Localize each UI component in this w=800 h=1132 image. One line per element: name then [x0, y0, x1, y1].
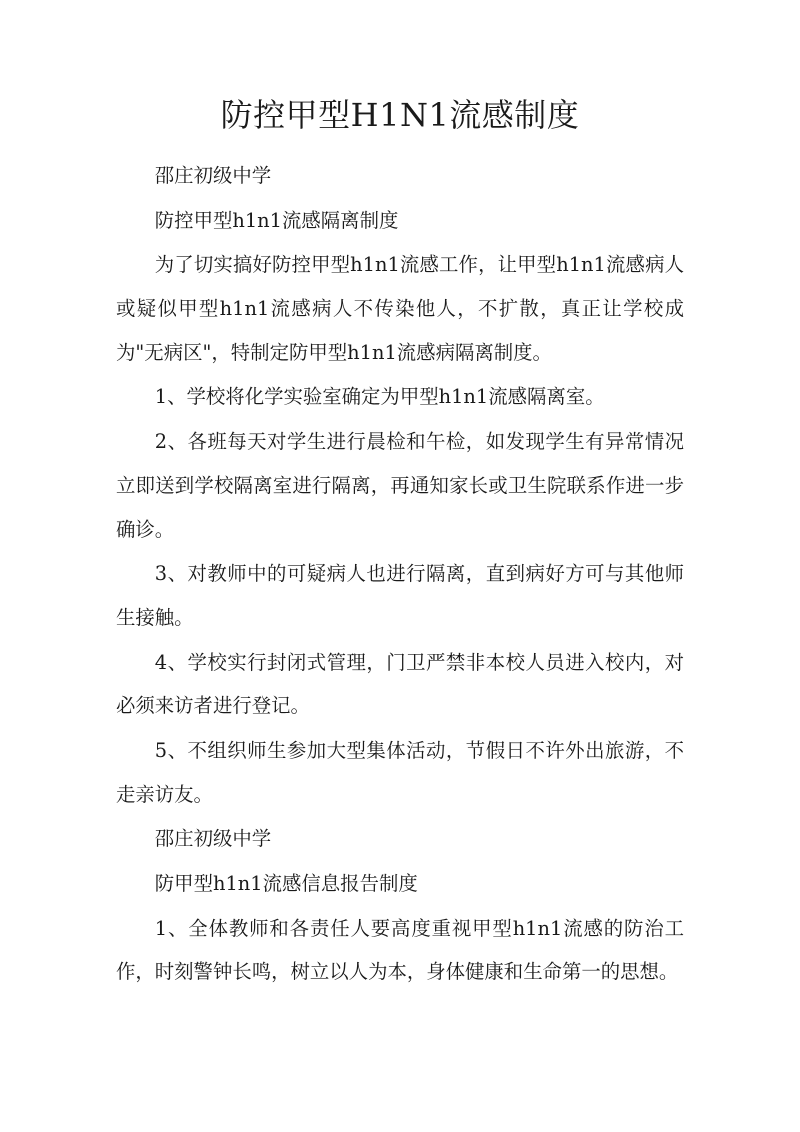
rule-item-4: 4、学校实行封闭式管理，门卫严禁非本校人员进入校内，对必须来访者进行登记。 [116, 650, 684, 718]
section-heading-reporting: 防甲型h1n1流感信息报告制度 [154, 871, 418, 895]
section-heading-isolation: 防控甲型h1n1流感隔离制度 [154, 208, 399, 232]
rule-item-3: 3、对教师中的可疑病人也进行隔离，直到病好方可与其他师生接触。 [116, 562, 684, 629]
document-title: 防控甲型H1N1流感制度 [220, 96, 580, 134]
school-name: 邵庄初级中学 [154, 164, 272, 187]
rule-item-1: 1、学校将化学实验室确定为甲型h1n1流感隔离室。 [154, 385, 605, 409]
report-item-1: 1、全体教师和各责任人要高度重视甲型h1n1流感的防治工作，时刻警钟长鸣，树立以人为本，身体健康和生命第一的思想。 [116, 916, 684, 984]
intro-paragraph: 为了切实搞好防控甲型h1n1流感工作，让甲型h1n1流感病人或疑似甲型h1n1流感病人不传染他人，不扩散，真正让学校成为"无病区"，特制定防甲型h1n1流感病隔离制度。 [116, 253, 684, 364]
school-name-2: 邵庄初级中学 [154, 827, 272, 851]
rule-item-2: 2、各班每天对学生进行晨检和午检，如发现学生有异常情况立即送到学校隔离室进行隔离，再通知家长或卫生院联系作进一步确诊。 [116, 429, 684, 541]
rule-item-5: 5、不组织师生参加大型集体活动，节假日不许外出旅游，不走亲访友。 [116, 738, 684, 806]
